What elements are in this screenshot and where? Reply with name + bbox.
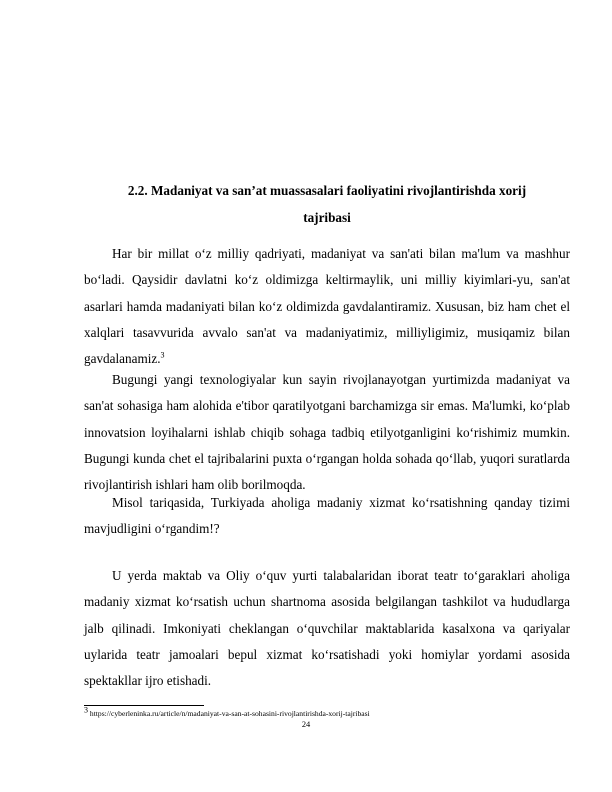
section-heading-line-1: 2.2. Madaniyat va san’at muassasalari faoliyatini rivojlantirishda xorij xyxy=(127,183,527,198)
paragraph-1 xyxy=(84,241,570,372)
paragraph-1-text: Har bir millat o‘z milliy qadriyati, madaniyat va san'ati bilan ma'lum va mashhur bo‘ladi. Qaysidir davlatni ko‘z oldimizga keltirmaylik, uni milliy kiyimlari-yu, san'at asarlari hamda madaniyati bilan ko‘z oldimizda gavdalantiramiz. Xususan, biz ham chet el xalqlari tasavvurida avvalo san'at va madaniyatimiz, milliyligimiz, musiqamiz bilan gavdalanamiz. xyxy=(84,246,570,367)
footnote-number: 3 xyxy=(84,705,88,715)
paragraph-4-text: U yerda maktab va Oliy o‘quv yurti talabalaridan iborat teatr to‘garaklari aholiga madaniy xizmat ko‘rsatish uchun shartnoma asosida belgilangan tashkilot va hududlarga jalb qilinadi. Imkoniyati cheklangan o‘quvchilar maktablarida kasalxona va qariyalar uylarida teatr jamoalari bepul xizmat ko‘rsatishadi yoki homiylar yordami asosida spektakllar ijro etishadi. xyxy=(84,568,570,689)
footnote-divider xyxy=(84,705,204,706)
footnote xyxy=(84,705,570,719)
paragraph-2 xyxy=(84,367,570,498)
section-heading xyxy=(84,178,570,231)
section-heading-line-2: tajribasi xyxy=(303,209,351,225)
paragraph-3 xyxy=(84,490,570,543)
paragraph-3-text: Misol tariqasida, Turkiyada aholiga madaniy xizmat ko‘rsatishning qanday tizimi mavjudligini o‘rgandim!? xyxy=(84,495,570,537)
paragraph-2-text: Bugungi yangi texnologiyalar kun sayin rivojlanayotgan yurtimizda madaniyat va san'at sohasiga ham alohida e'tibor qaratilyotgani barchamizga sir emas. Ma'lumki, ko‘plab innovatsion loyihalarni ishlab chiqib sohaga tadbiq etilyotganligini ko‘rishimiz mumkin. Bugungi kunda chet el tajribalarini puxta o‘rgangan holda sohada qo‘llab, yuqori suratlarda rivojlantirish ishlari ham olib borilmoqda. xyxy=(84,372,570,493)
footnote-link[interactable]: https://cyberleninka.ru/article/n/madaniyat-va-san-at-sohasini-rivojlantirishda-xorij-tajribasi xyxy=(88,709,370,718)
page-number: 24 xyxy=(301,720,311,729)
paragraph-4 xyxy=(84,563,570,694)
footnote-reference[interactable]: 3 xyxy=(160,350,165,360)
